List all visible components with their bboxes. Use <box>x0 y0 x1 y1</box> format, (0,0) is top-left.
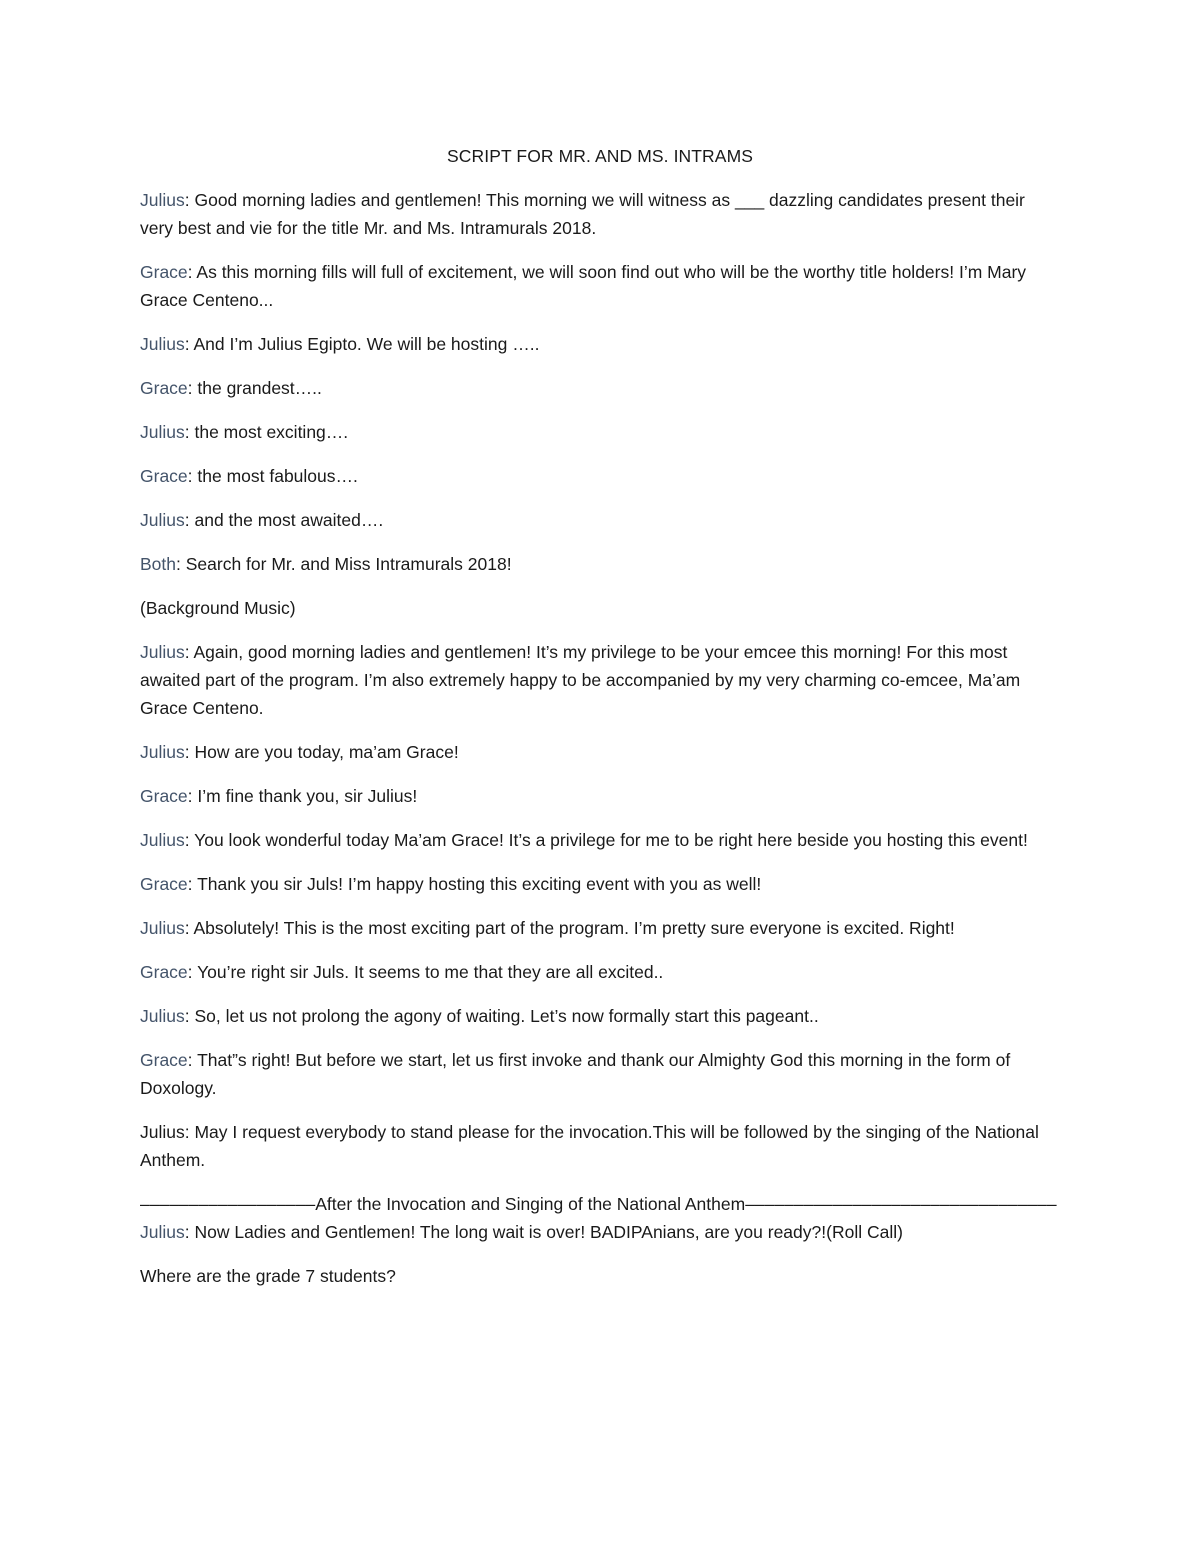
speaker-name: Julius <box>140 334 185 354</box>
script-line <box>140 1002 1060 1030</box>
script-line <box>140 1218 1060 1246</box>
script-line <box>140 1046 1060 1102</box>
script-line <box>140 1118 1060 1174</box>
speaker-name: Grace <box>140 466 188 486</box>
dialogue-text: : You look wonderful today Ma’am Grace! It’s a privilege for me to be right here beside you hosting this event! <box>184 830 1028 850</box>
section-divider: ––––––––––––––––––After the Invocation and Singing of the National Anthem–––––––––––––––––––––––––––––––– <box>140 1194 1057 1214</box>
dialogue-text: : So, let us not prolong the agony of waiting. Let’s now formally start this pageant.. <box>184 1006 819 1026</box>
speaker-name: Julius <box>140 642 185 662</box>
speaker-name: Grace <box>140 378 188 398</box>
speaker-name: Julius <box>140 190 185 210</box>
script-line <box>140 258 1060 314</box>
script-line <box>140 506 1060 534</box>
script-line <box>140 782 1060 810</box>
dialogue-text: : Absolutely! This is the most exciting part of the program. I’m pretty sure everyone is excited. Right! <box>184 918 955 938</box>
speaker-name: Julius <box>140 918 185 938</box>
stage-direction <box>140 594 1060 622</box>
dialogue-text: : And I’m Julius Egipto. We will be hosting ….. <box>184 334 540 354</box>
speaker-name: Grace <box>140 262 188 282</box>
closing-line: Where are the grade 7 students? <box>140 1266 396 1286</box>
dialogue-text: : You’re right sir Juls. It seems to me that they are all excited.. <box>187 962 664 982</box>
dialogue-text: : Now Ladies and Gentlemen! The long wait is over! BADIPAnians, are you ready?!(Roll Call) <box>184 1222 903 1242</box>
script-line <box>140 826 1060 854</box>
script-line <box>140 638 1060 722</box>
script-line <box>140 418 1060 446</box>
speaker-name: Julius <box>140 1222 185 1242</box>
script-line <box>140 738 1060 766</box>
script-line <box>140 870 1060 898</box>
speaker-name: Julius <box>140 510 185 530</box>
script-line <box>140 550 1060 578</box>
speaker-name: Julius <box>140 742 185 762</box>
speaker-name: Grace <box>140 1050 188 1070</box>
speaker-name: Julius <box>140 1122 185 1142</box>
stage-direction-text: (Background Music) <box>140 598 296 618</box>
script-line <box>140 914 1060 942</box>
dialogue-text: : May I request everybody to stand please for the invocation.This will be followed by the singing of the National Anthem. <box>140 1122 1039 1170</box>
dialogue-text: : and the most awaited…. <box>184 510 384 530</box>
speaker-name: Both <box>140 554 176 574</box>
dialogue-text: : the most exciting…. <box>184 422 349 442</box>
script-line <box>140 462 1060 490</box>
dialogue-text: : Thank you sir Juls! I’m happy hosting this exciting event with you as well! <box>187 874 762 894</box>
speaker-name: Julius <box>140 1006 185 1026</box>
speaker-name: Grace <box>140 786 188 806</box>
dialogue-text: : Again, good morning ladies and gentlemen! It’s my privilege to be your emcee this morning! For this most awaited part of the program. I’m also extremely happy to be accompanied by my very charming co-emcee, Ma’am Grace Centeno. <box>140 642 1021 718</box>
speaker-name: Julius <box>140 422 185 442</box>
script-line <box>140 330 1060 358</box>
dialogue-text: : Good morning ladies and gentlemen! This morning we will witness as ___ dazzling candidates present their very best and vie for the title Mr. and Ms. Intramurals 2018. <box>140 190 1025 238</box>
dialogue-text: : the most fabulous…. <box>187 466 358 486</box>
dialogue-text: : As this morning fills will full of excitement, we will soon find out who will be the worthy title holders! I’m Mary Grace Centeno... <box>140 262 1027 310</box>
script-line <box>140 958 1060 986</box>
dialogue-text: : That”s right! But before we start, let us first invoke and thank our Almighty God this morning in the form of Doxology. <box>140 1050 1011 1098</box>
dialogue-text: : How are you today, ma’am Grace! <box>184 742 459 762</box>
speaker-name: Grace <box>140 874 188 894</box>
script-line <box>140 374 1060 402</box>
script-line <box>140 186 1060 242</box>
dialogue-text: : the grandest….. <box>187 378 322 398</box>
speaker-name: Grace <box>140 962 188 982</box>
dialogue-text: : Search for Mr. and Miss Intramurals 2018! <box>176 554 512 574</box>
speaker-name: Julius <box>140 830 185 850</box>
document-title: SCRIPT FOR MR. AND MS. INTRAMS <box>446 146 754 166</box>
script-body <box>140 186 1060 1306</box>
dialogue-text: : I’m fine thank you, sir Julius! <box>187 786 418 806</box>
